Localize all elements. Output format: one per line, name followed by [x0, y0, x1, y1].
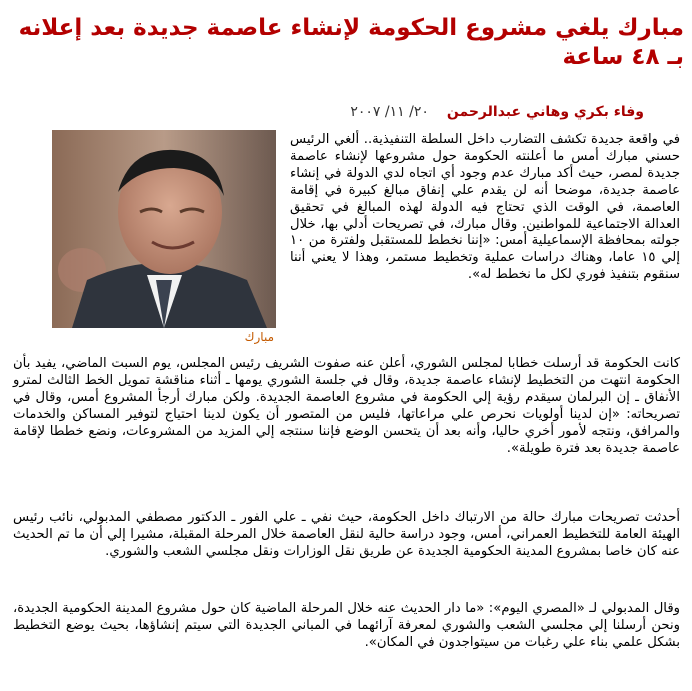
article-date: ٢٠/ ١١/ ٢٠٠٧ — [350, 104, 429, 120]
article-paragraph-3: أحدثت تصريحات مبارك حالة من الارتباك داخل الحكومة، حيث نفي ـ علي الفور ـ الدكتور مصطفي المدبولي، نائب رئيس الهيئة العامة للتخطيط العمراني، أمس، وجود دراسة حالية لنقل العاصمة خلال المرحلة المقبلة، مشيرا إلي أن ما تم الحديث عنه كان خاصا بمشروع المدينة الحكومية الجديدة عن طريق نقل الوزارات ونقل مجلسي الشعب والشوري. — [13, 510, 680, 559]
photo-caption: مبارك — [244, 330, 274, 344]
article-byline — [350, 103, 644, 121]
mubarak-photo — [52, 130, 276, 328]
article-author: وفاء بكري وهاني عبدالرحمن — [446, 104, 644, 120]
article-paragraph-2: كانت الحكومة قد أرسلت خطابا لمجلس الشوري، أعلن عنه صفوت الشريف رئيس المجلس، يوم السبت الماضي، يفيد بأن الحكومة انتهت من التخطيط لإنشاء عاصمة جديدة، وقال في جلسة الشوري يومها ـ أثناء مناقشة تمويل الخط الثالث لمترو الأنفاق ـ إن البرلمان سيقدم رؤية إلي الحكومة في مشروع العاصمة الجديدة. ولكن مبارك أرجأ المشروع أمس، وقال في تصريحاته: «إن لدينا أولويات نحرص علي مراعاتها، فليس من المتصور أن يكون لدينا احتياج لتوفير المساكن والخدمات والمرافق، ونتجه لأمور أخري حاليا، وأنه بعد أن يتحسن الوضع فإننا سنتجه إلي المزيد من المشروعات، ونضع خططا لإقامة عاصمة جديدة بعد فترة طويلة». — [13, 356, 680, 456]
article-paragraph-1: في واقعة جديدة تكشف التضارب داخل السلطة التنفيذية.. ألغي الرئيس حسني مبارك أمس ما أعلنته الحكومة حول مشروعها لإنشاء عاصمة جديدة لمصر، حيث أكد مبارك عدم وجود أي اتجاه لدي الدولة في إنشاء عاصمة جديدة، موضحا أنه لن يقدم علي إنفاق مبالغ كبيرة في إقامة العاصمة، في الوقت الذي تحتاج فيه الدولة لهذه المبالغ في تحقيق العدالة الاجتماعية للمواطنين. وقال مبارك، في تصريحات أدلي بها، خلال جولته بمحافظة الإسماعيلية أمس: «إننا نخطط للمستقبل ولفترة من ١٠ إلي ١٥ عاما، وهناك دراسات عملية وتخطيط مستمر، وهذا لا يعني أننا سنقوم بتنفيذ فوري لكل ما نخطط له». — [290, 132, 680, 283]
article-headline: مبارك يلغي مشروع الحكومة لإنشاء عاصمة جديدة بعد إعلانه بـ ٤٨ ساعة — [18, 15, 684, 70]
article-paragraph-4: وقال المدبولي لـ «المصري اليوم»: «ما دار الحديث عنه خلال المرحلة الماضية كان حول مشروع المدينة الحكومية الجديدة، ونحن أرسلنا إلي مجلسي الشعب والشوري لمعرفة آرائهما في المباني الجديدة التي سيتم إنشاؤها، بحيث يوضع التخطيط بشكل علمي بناء علي رغبات من سيتواجدون في المكان». — [13, 601, 680, 650]
